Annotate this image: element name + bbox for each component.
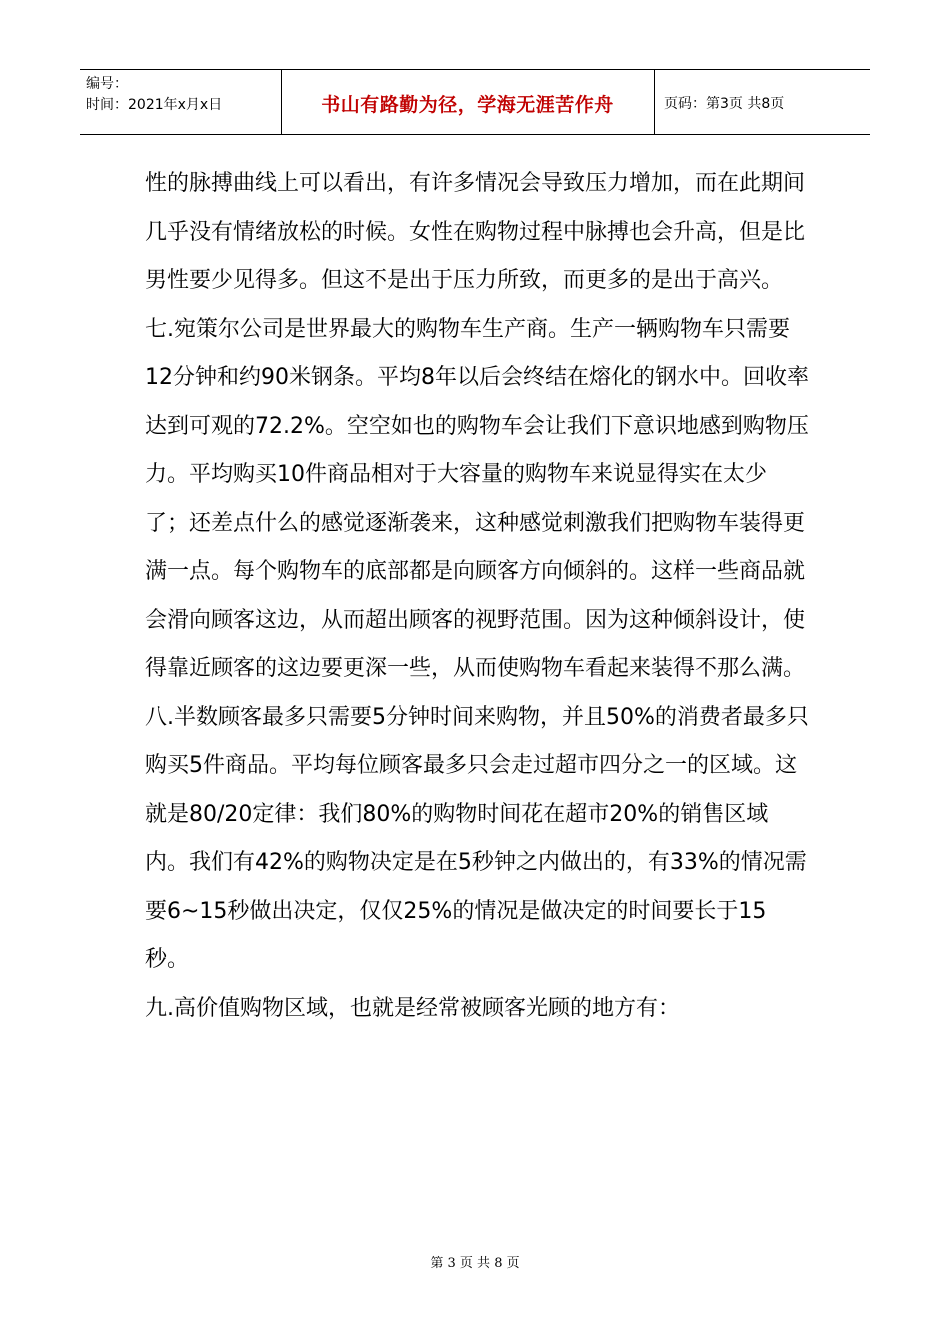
serial-number-label: 编号：: [86, 76, 128, 92]
paragraph-continuation: 性的脉搏曲线上可以看出，有许多情况会导致压力增加，而在此期间几乎没有情绪放松的时候。女性在购物过程中脉搏也会升高，但是比男性要少见得多。但这不是出于压力所致，而更多的是出于高兴。: [145, 171, 806, 293]
date-label: 时间：2021年x月x日: [86, 97, 223, 113]
page-footer: 第 3 页 共 8 页: [430, 1256, 520, 1271]
header-meta: [86, 74, 222, 116]
header-divider-right: [654, 70, 655, 134]
page-header: [80, 69, 870, 135]
paragraph-section-7: 七.宛策尔公司是世界最大的购物车生产商。生产一辆购物车只需要12分钟和约90米钢条。平均8年以后会终结在熔化的钢水中。回收率达到可观的72.2%。空空如也的购物车会让我们下意识地感到购物压力。平均购买10件商品相对于大容量的购物车来说显得实在太少了；还差点什么的感觉逐渐袭来，这种感觉刺激我们把购物车装得更满一点。每个购物车的底部都是向顾客方向倾斜的。这样一些商品就会滑向顾客这边，从而超出顾客的视野范围。因为这种倾斜设计，使得靠近顾客的这边要更深一些，从而使购物车看起来装得不那么满。: [145, 316, 809, 681]
paragraph-section-9: 九.高价值购物区域，也就是经常被顾客光顾的地方有：: [145, 995, 680, 1021]
document-body: [145, 160, 809, 1033]
header-motto: 书山有路勤为径，学海无涯苦作舟: [321, 93, 614, 116]
header-page-number: 页码：第3页 共8页: [664, 96, 785, 112]
paragraph-section-8: 八.半数顾客最多只需要5分钟时间来购物，并且50%的消费者最多只购买5件商品。平均每位顾客最多只会走过超市四分之一的区域。这就是80/20定律：我们80%的购物时间花在超市20%的销售区域内。我们有42%的购物决定是在5秒钟之内做出的，有33%的情况需要6~15秒做出决定，仅仅25%的情况是做决定的时间要长于15秒。: [145, 704, 809, 972]
